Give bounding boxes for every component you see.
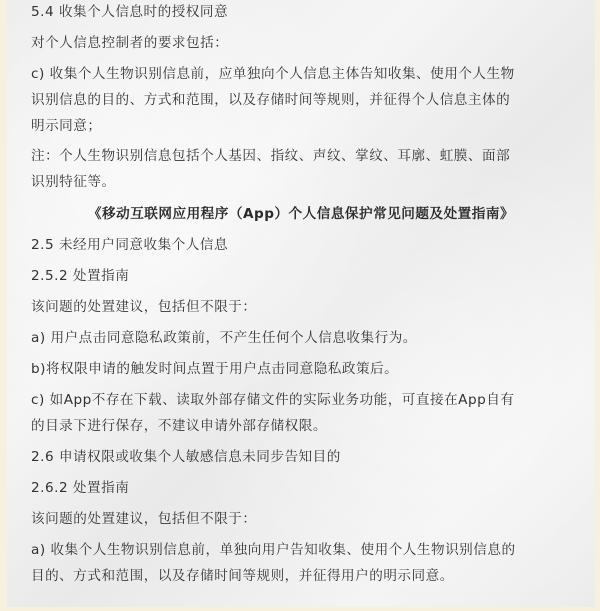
paragraph-line: 该问题的处置建议，包括但不限于： bbox=[31, 511, 257, 527]
note-line: 识别特征等。 bbox=[31, 174, 116, 190]
note-line: 注：个人生物识别信息包括个人基因、指纹、声纹、掌纹、耳廓、虹膜、面部 bbox=[31, 148, 511, 164]
paragraph-line: c) 如App不存在下载、读取外部存储文件的实际业务功能，可直接在App自有 bbox=[31, 392, 515, 408]
section-heading-5-4: 5.4 收集个人信息时的授权同意 bbox=[31, 4, 229, 20]
paragraph-line: b)将权限申请的触发时间点置于用户点击同意隐私政策后。 bbox=[31, 361, 399, 377]
document-page bbox=[7, 0, 595, 607]
paragraph-line: a) 用户点击同意隐私政策前，不产生任何个人信息收集行为。 bbox=[31, 330, 417, 346]
paragraph-line: 目的、方式和范围，以及存储时间等规则，并征得用户的明示同意。 bbox=[31, 568, 454, 584]
paragraph-line: 该问题的处置建议，包括但不限于： bbox=[31, 299, 257, 315]
section-heading-2-5-2: 2.5.2 处置指南 bbox=[31, 268, 130, 284]
document-title: 《移动互联网应用程序（App）个人信息保护常见问题及处置指南》 bbox=[87, 206, 515, 222]
paragraph-line: 对个人信息控制者的要求包括： bbox=[31, 35, 229, 51]
paragraph-line: a) 收集个人生物识别信息前，单独向用户告知收集、使用个人生物识别信息的 bbox=[31, 542, 516, 558]
paragraph-line: 识别信息的目的、方式和范围，以及存储时间等规则，并征得个人信息主体的 bbox=[31, 92, 511, 108]
section-heading-2-6: 2.6 申请权限或收集个人敏感信息未同步告知目的 bbox=[31, 449, 341, 465]
paragraph-line: 的目录下进行保存，不建议申请外部存储权限。 bbox=[31, 418, 327, 434]
paragraph-line: 明示同意； bbox=[31, 118, 102, 134]
section-heading-2-5: 2.5 未经用户同意收集个人信息 bbox=[31, 237, 229, 253]
section-heading-2-6-2: 2.6.2 处置指南 bbox=[31, 480, 130, 496]
paragraph-line: c) 收集个人生物识别信息前，应单独向个人信息主体告知收集、使用个人生物 bbox=[31, 66, 515, 82]
